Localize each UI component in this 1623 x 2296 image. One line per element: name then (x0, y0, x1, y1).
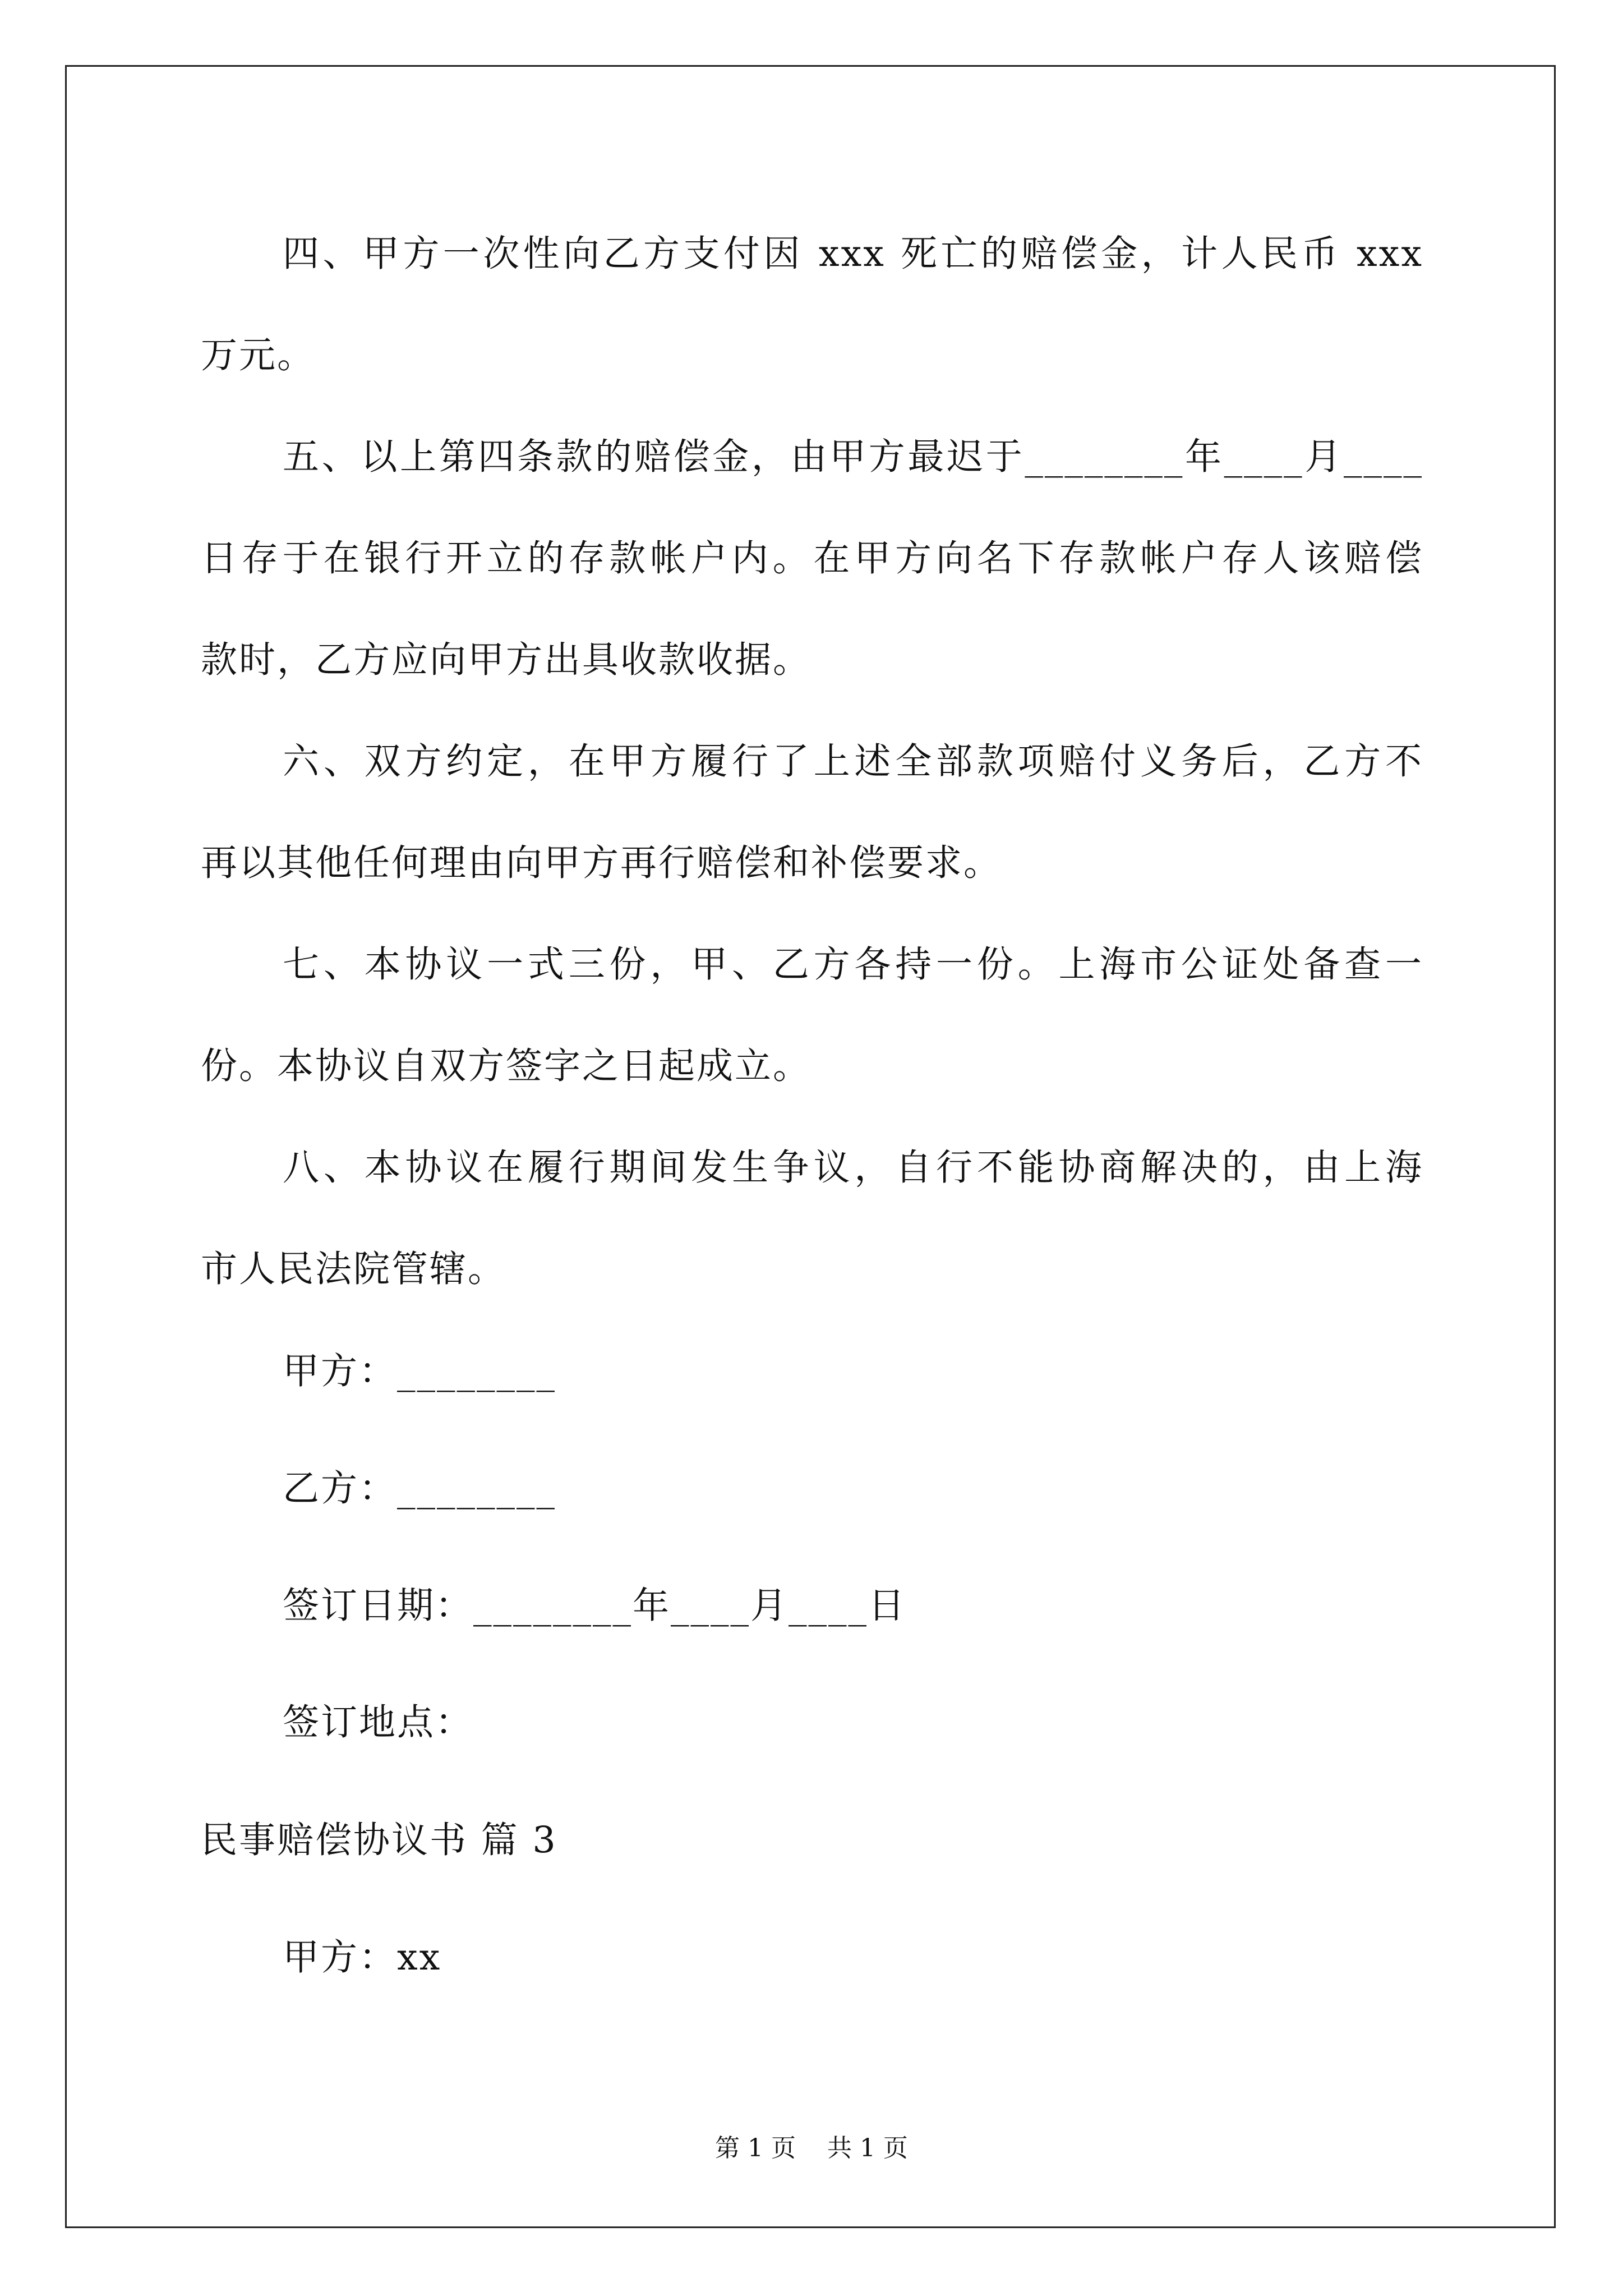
clause-7-line-2: 份。本协议自双方签字之日起成立。 (201, 1045, 811, 1087)
clause-5-line-1: 五、以上第四条款的赔偿金，由甲方最迟于________年____月____ (283, 436, 1423, 478)
clause-6-line-1: 六、双方约定，在甲方履行了上述全部款项赔付义务后，乙方不 (283, 740, 1423, 783)
clause-7-line-1: 七、本协议一式三份，甲、乙方各持一份。上海市公证处备查一 (283, 944, 1423, 986)
clause-8-line-1: 八、本协议在履行期间发生争议，自行不能协商解决的，由上海 (283, 1147, 1423, 1189)
clause-8-line-2: 市人民法院管辖。 (201, 1248, 506, 1290)
page-number: 第 1 页 共 1 页 (715, 2134, 908, 2162)
clause-6-line-2: 再以其他任何理由向甲方再行赔偿和补偿要求。 (201, 842, 1002, 884)
signing-date-line: 签订日期：________年____月____日 (283, 1585, 907, 1627)
party-a-signature-line: 甲方：________ (283, 1350, 557, 1392)
clause-4-line-1: 四、甲方一次性向乙方支付因 xxx 死亡的赔偿金，计人民币 xxx (283, 233, 1423, 275)
party-b-signature-line: 乙方：________ (283, 1467, 557, 1510)
clause-4-line-2: 万元。 (201, 334, 316, 376)
clause-5-line-3: 款时，乙方应向甲方出具收款收据。 (201, 639, 811, 681)
signing-place-line: 签订地点： (283, 1701, 474, 1743)
section-heading: 民事赔偿协议书 篇 3 (201, 1819, 557, 1861)
clause-5-line-2: 日存于在银行开立的存款帐户内。在甲方向名下存款帐户存人该赔偿 (201, 537, 1423, 579)
party-a-line: 甲方：xx (283, 1936, 442, 1978)
